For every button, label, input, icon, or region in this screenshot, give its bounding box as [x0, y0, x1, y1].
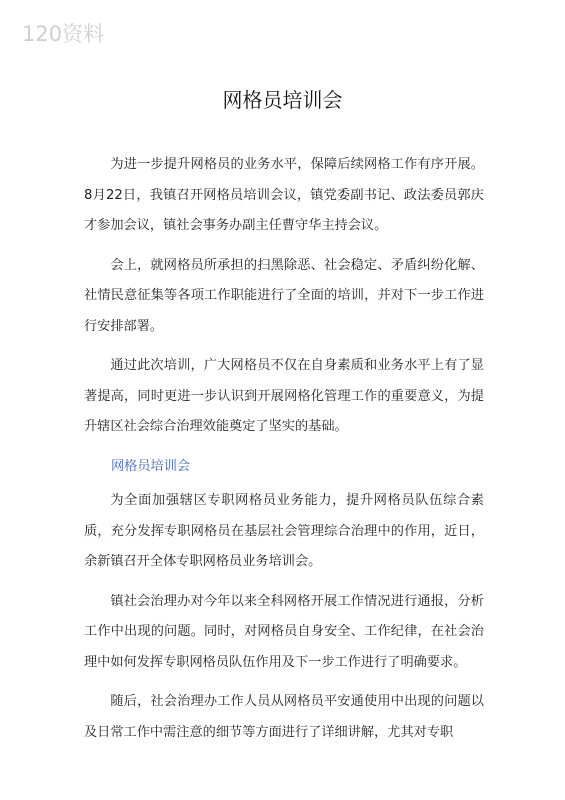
paragraph-4: 为全面加强辖区专职网格员业务能力，提升网格员队伍综合素质，充分发挥专职网格员在基层社会管理综合治理中的作用，近日，余新镇召开全体专职网格员业务培训会。 — [84, 493, 484, 569]
paragraph-1: 为进一步提升网格员的业务水平，保障后续网格工作有序开展。8月22日，我镇召开网格员培训会议，镇党委副书记、政法委员郭庆才参加会议，镇社会事务办副主任曹守华主持会议。 — [84, 157, 484, 233]
paragraph-2: 会上，就网格员所承担的扫黑除恶、社会稳定、矛盾纠纷化解、社情民意征集等各项工作职能进行了全面的培训，并对下一步工作进行安排部署。 — [84, 257, 484, 334]
document-title: 网格员培训会 — [222, 88, 343, 112]
document-body — [84, 150, 484, 757]
section-subheading: 网格员培训会 — [111, 458, 191, 474]
watermark-logo: 120资料 — [22, 22, 105, 46]
paragraph-5: 镇社会治理办对今年以来全科网格开展工作情况进行通报，分析工作中出现的问题。同时，对网格员自身安全、工作纪律，在社会治理中如何发挥专职网格员队伍作用及下一步工作进行了明确要求。 — [84, 593, 484, 670]
paragraph-3: 通过此次培训，广大网格员不仅在自身素质和业务水平上有了显著提高，同时更进一步认识到开展网格化管理工作的重要意义，为提升辖区社会综合治理效能奠定了坚实的基础。 — [84, 358, 484, 434]
paragraph-6: 随后，社会治理办工作人员从网格员平安通使用中出现的问题以及日常工作中需注意的细节等方面进行了详细讲解，尤其对专职 — [84, 694, 484, 740]
